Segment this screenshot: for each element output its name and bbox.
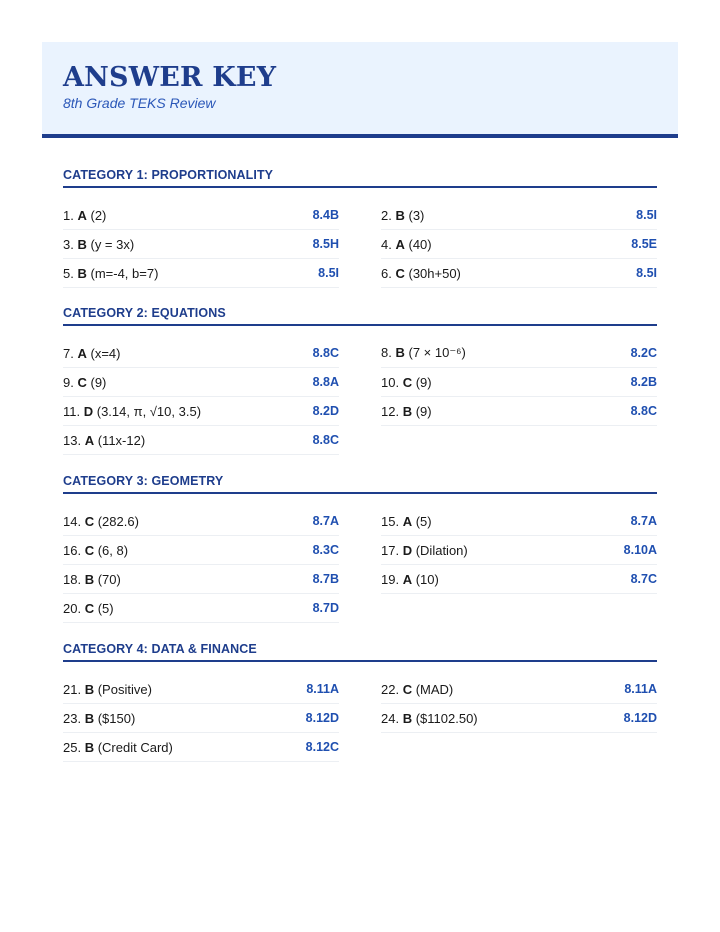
answer-row [63,536,339,565]
answer-text [381,514,432,529]
question-number: 11. [63,403,81,419]
answer-text [381,572,439,587]
answer-detail: (5) [415,513,432,529]
answer-text [63,404,201,419]
answer-text [63,572,121,587]
answer-letter: A [77,345,87,361]
question-number: 16. [63,542,82,558]
answer-letter: C [77,374,87,390]
answer-text [381,711,478,726]
category-section [63,306,657,455]
answer-letter: B [395,207,405,223]
answer-text [381,543,468,558]
answer-row [63,259,339,288]
question-number: 3. [63,236,74,252]
question-number: 4. [381,236,392,252]
answer-row [63,733,339,762]
answer-text [63,208,106,223]
answer-text [63,543,128,558]
answer-letter: B [402,710,413,726]
teks-code: 8.2C [630,346,657,360]
teks-code: 8.12C [305,740,339,754]
answer-list [63,675,657,762]
answer-text [63,601,114,616]
question-number: 10. [381,374,400,390]
teks-code: 8.5I [636,266,657,280]
answer-detail: (6, 8) [97,542,129,558]
teks-code: 8.4B [312,208,339,222]
answer-row [63,704,339,733]
answer-row [63,368,339,397]
answer-detail: (9) [415,403,432,419]
answer-detail: (3) [408,207,425,223]
answer-detail: (9) [415,374,432,390]
question-number: 12. [381,403,400,419]
question-number: 22. [381,681,400,697]
teks-code: 8.8C [630,404,657,418]
answer-detail: (Positive) [97,681,152,697]
category-title: CATEGORY 3: GEOMETRY [63,474,657,494]
answer-letter: A [77,207,87,223]
teks-code: 8.7C [630,572,657,586]
answer-letter: A [395,236,405,252]
answer-detail: ($1102.50) [415,710,478,726]
answer-text [63,682,152,697]
answer-letter: B [84,710,95,726]
answer-key-header [42,42,678,138]
answer-letter: B [395,345,405,360]
answer-detail: (11x-12) [97,432,146,448]
answer-detail: (7 × 10⁻⁶) [408,345,466,360]
answer-detail: (Credit Card) [97,739,173,755]
answer-text [63,237,134,252]
answer-detail: (y = 3x) [90,236,135,252]
teks-code: 8.11A [306,682,339,696]
question-number: 17. [381,542,400,558]
teks-code: 8.5E [631,237,657,251]
answer-text [63,346,120,361]
answer-text [381,345,466,361]
answer-text [63,266,158,281]
answer-detail: (10) [415,571,439,587]
question-number: 6. [381,265,392,281]
question-number: 2. [381,207,392,223]
teks-code: 8.7A [312,514,339,528]
answer-row [381,201,657,230]
answer-text [63,740,173,755]
teks-code: 8.5H [312,237,339,251]
answer-row [63,507,339,536]
teks-code: 8.5I [636,208,657,222]
answer-letter: C [84,600,95,616]
teks-code: 8.3C [312,543,339,557]
answer-letter: B [84,739,95,755]
answer-list [63,507,657,623]
question-number: 8. [381,345,392,360]
teks-code: 8.7A [630,514,657,528]
answer-list [63,339,657,455]
category-title: CATEGORY 4: DATA & FINANCE [63,642,657,662]
answer-row [381,675,657,704]
answer-letter: B [84,681,95,697]
question-number: 18. [63,571,82,587]
answer-text [63,711,135,726]
answer-row [63,426,339,455]
teks-code: 8.2D [312,404,339,418]
answer-letter: B [84,571,95,587]
answer-row [63,201,339,230]
question-number: 20. [63,600,82,616]
answer-row [63,565,339,594]
answer-row [63,397,339,426]
answer-row [63,675,339,704]
answer-row [381,507,657,536]
question-number: 23. [63,710,82,726]
category-section [63,642,657,762]
answer-row [63,594,339,623]
teks-code: 8.10A [623,543,657,557]
answer-letter: C [84,513,95,529]
question-number: 19. [381,571,400,587]
teks-code: 8.8C [312,433,339,447]
answer-text [381,237,432,252]
answer-detail: (MAD) [415,681,454,697]
question-number: 5. [63,265,74,281]
answer-detail: (9) [90,374,107,390]
answer-letter: A [402,571,413,587]
answer-letter: B [77,265,87,281]
answer-detail: (30h+50) [408,265,461,281]
answer-detail: (3.14, π, √10, 3.5) [96,403,202,419]
answer-text [381,682,453,697]
answer-row [381,397,657,426]
answer-letter: C [402,374,413,390]
question-number: 9. [63,374,74,390]
teks-code: 8.2B [630,375,657,389]
answer-detail: ($150) [97,710,136,726]
answer-row [63,339,339,368]
answer-letter: B [77,236,87,252]
answer-row [381,339,657,368]
answer-letter: B [402,403,413,419]
answer-row [381,704,657,733]
answer-detail: (m=-4, b=7) [90,265,159,281]
answer-detail: (70) [97,571,121,587]
category-title: CATEGORY 2: EQUATIONS [63,306,657,326]
answer-row [63,230,339,259]
answer-text [63,375,106,390]
category-section [63,474,657,623]
question-number: 1. [63,207,74,223]
answer-letter: D [402,542,413,558]
question-number: 14. [63,513,82,529]
answer-detail: (2) [90,207,107,223]
question-number: 24. [381,710,400,726]
answer-list [63,201,657,288]
answer-detail: (282.6) [97,513,139,529]
answer-detail: (5) [97,600,114,616]
answer-text [381,404,432,419]
answer-letter: A [402,513,413,529]
answer-text [63,433,145,448]
page-title: ANSWER KEY [63,62,277,93]
answer-detail: (x=4) [90,345,121,361]
answer-text [381,266,461,281]
teks-code: 8.7D [312,601,339,615]
answer-row [381,565,657,594]
answer-detail: (Dilation) [415,542,468,558]
teks-code: 8.8C [312,346,339,360]
answer-row [381,259,657,288]
answer-row [381,368,657,397]
answer-row [381,536,657,565]
teks-code: 8.12D [305,711,339,725]
answer-text [63,514,139,529]
teks-code: 8.7B [312,572,339,586]
answer-letter: A [84,432,95,448]
teks-code: 8.12D [623,711,657,725]
question-number: 21. [63,681,82,697]
answer-letter: C [395,265,405,281]
answer-detail: (40) [408,236,432,252]
answer-row [381,230,657,259]
category-title: CATEGORY 1: PROPORTIONALITY [63,168,657,188]
answer-letter: C [84,542,95,558]
question-number: 25. [63,739,82,755]
page-subtitle: 8th Grade TEKS Review [63,95,216,111]
answer-text [381,375,432,390]
answer-text [381,208,424,223]
teks-code: 8.5I [318,266,339,280]
question-number: 15. [381,513,400,529]
teks-code: 8.8A [312,375,339,389]
question-number: 7. [63,345,74,361]
answer-letter: D [83,403,94,419]
category-section [63,168,657,288]
answer-letter: C [402,681,413,697]
question-number: 13. [63,432,82,448]
teks-code: 8.11A [624,682,657,696]
